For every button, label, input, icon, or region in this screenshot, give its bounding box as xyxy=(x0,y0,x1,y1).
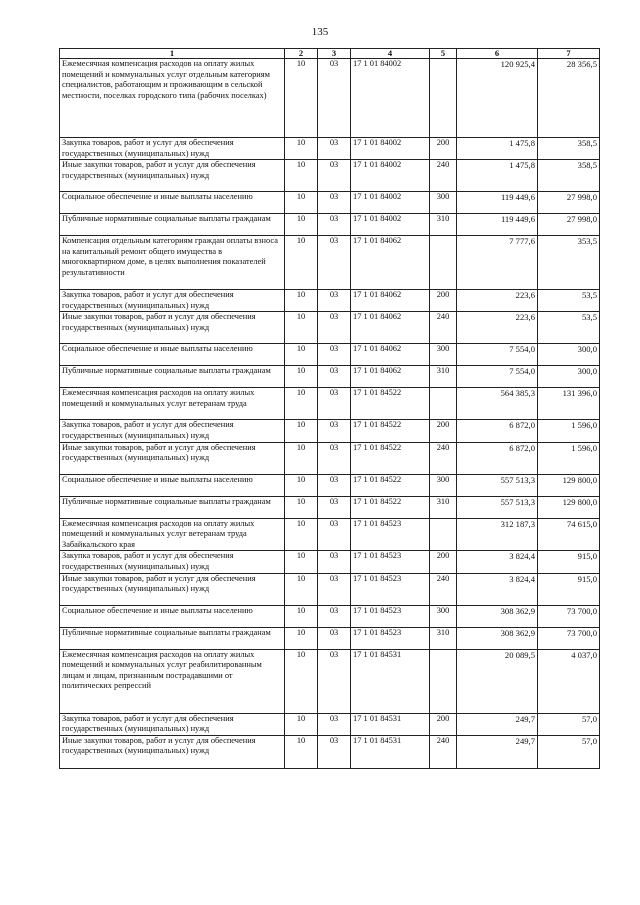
row-amount-1: 20 089,5 xyxy=(457,649,538,713)
row-expense-type: 240 xyxy=(430,442,457,474)
row-amount-2: 4 037,0 xyxy=(538,649,600,713)
row-target-code: 17 1 01 84522 xyxy=(351,474,430,496)
row-subsection: 03 xyxy=(318,713,351,735)
row-section: 10 xyxy=(285,344,318,366)
row-target-code: 17 1 01 84522 xyxy=(351,420,430,442)
row-name: Публичные нормативные социальные выплаты гражданам xyxy=(60,496,285,518)
row-amount-1: 7 777,6 xyxy=(457,236,538,290)
row-target-code: 17 1 01 84523 xyxy=(351,605,430,627)
row-section: 10 xyxy=(285,551,318,573)
column-header: 7 xyxy=(538,49,600,59)
row-amount-2: 915,0 xyxy=(538,551,600,573)
row-amount-2: 1 596,0 xyxy=(538,442,600,474)
row-subsection: 03 xyxy=(318,573,351,605)
row-target-code: 17 1 01 84062 xyxy=(351,344,430,366)
row-amount-2: 129 800,0 xyxy=(538,474,600,496)
row-section: 10 xyxy=(285,236,318,290)
row-amount-2: 73 700,0 xyxy=(538,605,600,627)
row-target-code: 17 1 01 84002 xyxy=(351,192,430,214)
row-name: Компенсация отдельным категориям граждан оплаты взноса на капитальный ремонт общего имущества в многоквартирном доме, в целях выполнения показателей результативности xyxy=(60,236,285,290)
row-expense-type: 310 xyxy=(430,496,457,518)
row-target-code: 17 1 01 84523 xyxy=(351,627,430,649)
row-expense-type: 200 xyxy=(430,713,457,735)
row-expense-type: 300 xyxy=(430,474,457,496)
row-target-code: 17 1 01 84523 xyxy=(351,551,430,573)
table-row xyxy=(60,366,600,388)
row-amount-1: 564 385,3 xyxy=(457,388,538,420)
row-expense-type xyxy=(430,518,457,551)
row-name: Закупка товаров, работ и услуг для обеспечения государственных (муниципальных) нужд xyxy=(60,713,285,735)
row-amount-2: 57,0 xyxy=(538,713,600,735)
row-subsection: 03 xyxy=(318,192,351,214)
row-name: Социальное обеспечение и иные выплаты населению xyxy=(60,344,285,366)
row-amount-2: 27 998,0 xyxy=(538,192,600,214)
row-name: Иные закупки товаров, работ и услуг для обеспечения государственных (муниципальных) нужд xyxy=(60,735,285,768)
table-row xyxy=(60,474,600,496)
row-name: Ежемесячная компенсация расходов на оплату жилых помещений и коммунальных услуг отдельным категориям специалистов, работающим и проживающим в сельской местности, поселках городского типа (рабочих поселках) xyxy=(60,59,285,138)
column-header: 5 xyxy=(430,49,457,59)
row-section: 10 xyxy=(285,138,318,160)
table-row xyxy=(60,236,600,290)
row-subsection: 03 xyxy=(318,160,351,192)
row-section: 10 xyxy=(285,713,318,735)
column-header: 3 xyxy=(318,49,351,59)
row-name: Закупка товаров, работ и услуг для обеспечения государственных (муниципальных) нужд xyxy=(60,551,285,573)
row-expense-type: 200 xyxy=(430,138,457,160)
row-amount-1: 7 554,0 xyxy=(457,344,538,366)
table-row xyxy=(60,138,600,160)
row-amount-1: 557 513,3 xyxy=(457,496,538,518)
row-amount-1: 7 554,0 xyxy=(457,366,538,388)
page-number: 135 xyxy=(311,26,329,38)
row-section: 10 xyxy=(285,214,318,236)
row-section: 10 xyxy=(285,496,318,518)
row-section: 10 xyxy=(285,605,318,627)
table-row xyxy=(60,312,600,344)
row-amount-2: 300,0 xyxy=(538,344,600,366)
table-row xyxy=(60,160,600,192)
row-name: Иные закупки товаров, работ и услуг для обеспечения государственных (муниципальных) нужд xyxy=(60,160,285,192)
row-target-code: 17 1 01 84062 xyxy=(351,290,430,312)
row-name: Иные закупки товаров, работ и услуг для обеспечения государственных (муниципальных) нужд xyxy=(60,312,285,344)
header-row xyxy=(60,49,600,59)
row-subsection: 03 xyxy=(318,312,351,344)
table-row xyxy=(60,627,600,649)
row-name: Иные закупки товаров, работ и услуг для обеспечения государственных (муниципальных) нужд xyxy=(60,573,285,605)
row-expense-type: 310 xyxy=(430,214,457,236)
row-section: 10 xyxy=(285,366,318,388)
row-amount-2: 358,5 xyxy=(538,160,600,192)
row-subsection: 03 xyxy=(318,551,351,573)
row-subsection: 03 xyxy=(318,388,351,420)
row-amount-2: 131 396,0 xyxy=(538,388,600,420)
row-amount-2: 73 700,0 xyxy=(538,627,600,649)
row-subsection: 03 xyxy=(318,214,351,236)
row-amount-1: 1 475,8 xyxy=(457,160,538,192)
row-expense-type: 200 xyxy=(430,290,457,312)
column-header: 1 xyxy=(60,49,285,59)
table-row xyxy=(60,290,600,312)
row-section: 10 xyxy=(285,735,318,768)
row-amount-1: 223,6 xyxy=(457,290,538,312)
row-amount-1: 249,7 xyxy=(457,713,538,735)
row-amount-2: 1 596,0 xyxy=(538,420,600,442)
table-row xyxy=(60,605,600,627)
row-section: 10 xyxy=(285,192,318,214)
row-subsection: 03 xyxy=(318,420,351,442)
budget-table xyxy=(59,48,600,769)
row-amount-2: 53,5 xyxy=(538,290,600,312)
row-subsection: 03 xyxy=(318,649,351,713)
row-name: Закупка товаров, работ и услуг для обеспечения государственных (муниципальных) нужд xyxy=(60,290,285,312)
row-subsection: 03 xyxy=(318,138,351,160)
row-amount-1: 312 187,3 xyxy=(457,518,538,551)
row-amount-2: 358,5 xyxy=(538,138,600,160)
row-amount-1: 3 824,4 xyxy=(457,573,538,605)
row-subsection: 03 xyxy=(318,735,351,768)
column-header: 4 xyxy=(351,49,430,59)
row-amount-1: 308 362,9 xyxy=(457,605,538,627)
table-row xyxy=(60,518,600,551)
table-row xyxy=(60,735,600,768)
row-subsection: 03 xyxy=(318,474,351,496)
row-name: Ежемесячная компенсация расходов на оплату жилых помещений и коммунальных услуг ветеранам труда xyxy=(60,388,285,420)
row-name: Социальное обеспечение и иные выплаты населению xyxy=(60,474,285,496)
row-amount-1: 557 513,3 xyxy=(457,474,538,496)
row-section: 10 xyxy=(285,573,318,605)
row-name: Публичные нормативные социальные выплаты гражданам xyxy=(60,214,285,236)
row-target-code: 17 1 01 84002 xyxy=(351,160,430,192)
row-amount-1: 6 872,0 xyxy=(457,442,538,474)
row-section: 10 xyxy=(285,649,318,713)
table-row xyxy=(60,713,600,735)
row-name: Закупка товаров, работ и услуг для обеспечения государственных (муниципальных) нужд xyxy=(60,420,285,442)
row-expense-type: 310 xyxy=(430,366,457,388)
row-name: Социальное обеспечение и иные выплаты населению xyxy=(60,192,285,214)
row-amount-1: 1 475,8 xyxy=(457,138,538,160)
row-expense-type xyxy=(430,388,457,420)
row-amount-2: 27 998,0 xyxy=(538,214,600,236)
row-target-code: 17 1 01 84523 xyxy=(351,573,430,605)
row-section: 10 xyxy=(285,312,318,344)
row-amount-1: 119 449,6 xyxy=(457,214,538,236)
row-target-code: 17 1 01 84002 xyxy=(351,59,430,138)
row-target-code: 17 1 01 84531 xyxy=(351,735,430,768)
row-expense-type: 200 xyxy=(430,420,457,442)
row-expense-type: 310 xyxy=(430,627,457,649)
row-amount-2: 53,5 xyxy=(538,312,600,344)
row-subsection: 03 xyxy=(318,496,351,518)
table-row xyxy=(60,420,600,442)
row-subsection: 03 xyxy=(318,290,351,312)
table-row xyxy=(60,551,600,573)
row-amount-2: 300,0 xyxy=(538,366,600,388)
row-expense-type xyxy=(430,236,457,290)
row-section: 10 xyxy=(285,59,318,138)
table-row xyxy=(60,573,600,605)
row-target-code: 17 1 01 84002 xyxy=(351,138,430,160)
row-amount-1: 223,6 xyxy=(457,312,538,344)
table-row xyxy=(60,388,600,420)
row-target-code: 17 1 01 84522 xyxy=(351,496,430,518)
row-section: 10 xyxy=(285,420,318,442)
row-amount-2: 28 356,5 xyxy=(538,59,600,138)
row-expense-type: 240 xyxy=(430,735,457,768)
row-amount-2: 353,5 xyxy=(538,236,600,290)
row-subsection: 03 xyxy=(318,236,351,290)
row-subsection: 03 xyxy=(318,627,351,649)
row-subsection: 03 xyxy=(318,366,351,388)
row-name: Закупка товаров, работ и услуг для обеспечения государственных (муниципальных) нужд xyxy=(60,138,285,160)
row-target-code: 17 1 01 84522 xyxy=(351,388,430,420)
row-expense-type xyxy=(430,59,457,138)
row-section: 10 xyxy=(285,474,318,496)
row-section: 10 xyxy=(285,627,318,649)
row-name: Публичные нормативные социальные выплаты гражданам xyxy=(60,366,285,388)
row-amount-2: 57,0 xyxy=(538,735,600,768)
row-expense-type: 300 xyxy=(430,605,457,627)
row-amount-1: 308 362,9 xyxy=(457,627,538,649)
row-amount-2: 129 800,0 xyxy=(538,496,600,518)
row-expense-type: 240 xyxy=(430,573,457,605)
row-section: 10 xyxy=(285,388,318,420)
row-section: 10 xyxy=(285,160,318,192)
row-section: 10 xyxy=(285,442,318,474)
row-amount-2: 915,0 xyxy=(538,573,600,605)
row-subsection: 03 xyxy=(318,344,351,366)
row-target-code: 17 1 01 84062 xyxy=(351,236,430,290)
column-header: 6 xyxy=(457,49,538,59)
row-target-code: 17 1 01 84523 xyxy=(351,518,430,551)
row-section: 10 xyxy=(285,290,318,312)
row-target-code: 17 1 01 84002 xyxy=(351,214,430,236)
row-expense-type: 300 xyxy=(430,192,457,214)
table-row xyxy=(60,496,600,518)
row-target-code: 17 1 01 84522 xyxy=(351,442,430,474)
row-amount-1: 119 449,6 xyxy=(457,192,538,214)
row-name: Иные закупки товаров, работ и услуг для обеспечения государственных (муниципальных) нужд xyxy=(60,442,285,474)
row-expense-type: 240 xyxy=(430,312,457,344)
row-amount-1: 249,7 xyxy=(457,735,538,768)
row-section: 10 xyxy=(285,518,318,551)
row-expense-type: 200 xyxy=(430,551,457,573)
row-subsection: 03 xyxy=(318,59,351,138)
row-target-code: 17 1 01 84062 xyxy=(351,312,430,344)
table-row xyxy=(60,59,600,138)
row-name: Публичные нормативные социальные выплаты гражданам xyxy=(60,627,285,649)
row-target-code: 17 1 01 84062 xyxy=(351,366,430,388)
row-name: Ежемесячная компенсация расходов на оплату жилых помещений и коммунальных услуг ветеранам труда Забайкальского края xyxy=(60,518,285,551)
table-row xyxy=(60,192,600,214)
row-expense-type: 240 xyxy=(430,160,457,192)
row-amount-1: 6 872,0 xyxy=(457,420,538,442)
table-row xyxy=(60,344,600,366)
row-subsection: 03 xyxy=(318,442,351,474)
column-header: 2 xyxy=(285,49,318,59)
row-target-code: 17 1 01 84531 xyxy=(351,649,430,713)
row-amount-1: 3 824,4 xyxy=(457,551,538,573)
row-expense-type: 300 xyxy=(430,344,457,366)
table-row xyxy=(60,649,600,713)
row-expense-type xyxy=(430,649,457,713)
row-target-code: 17 1 01 84531 xyxy=(351,713,430,735)
row-amount-2: 74 615,0 xyxy=(538,518,600,551)
row-amount-1: 120 925,4 xyxy=(457,59,538,138)
row-subsection: 03 xyxy=(318,518,351,551)
table-row xyxy=(60,442,600,474)
row-name: Социальное обеспечение и иные выплаты населению xyxy=(60,605,285,627)
row-name: Ежемесячная компенсация расходов на оплату жилых помещений и коммунальных услуг реабилитированным лицам и лицам, признанным пострадавшими от политических репрессий xyxy=(60,649,285,713)
row-subsection: 03 xyxy=(318,605,351,627)
table-row xyxy=(60,214,600,236)
